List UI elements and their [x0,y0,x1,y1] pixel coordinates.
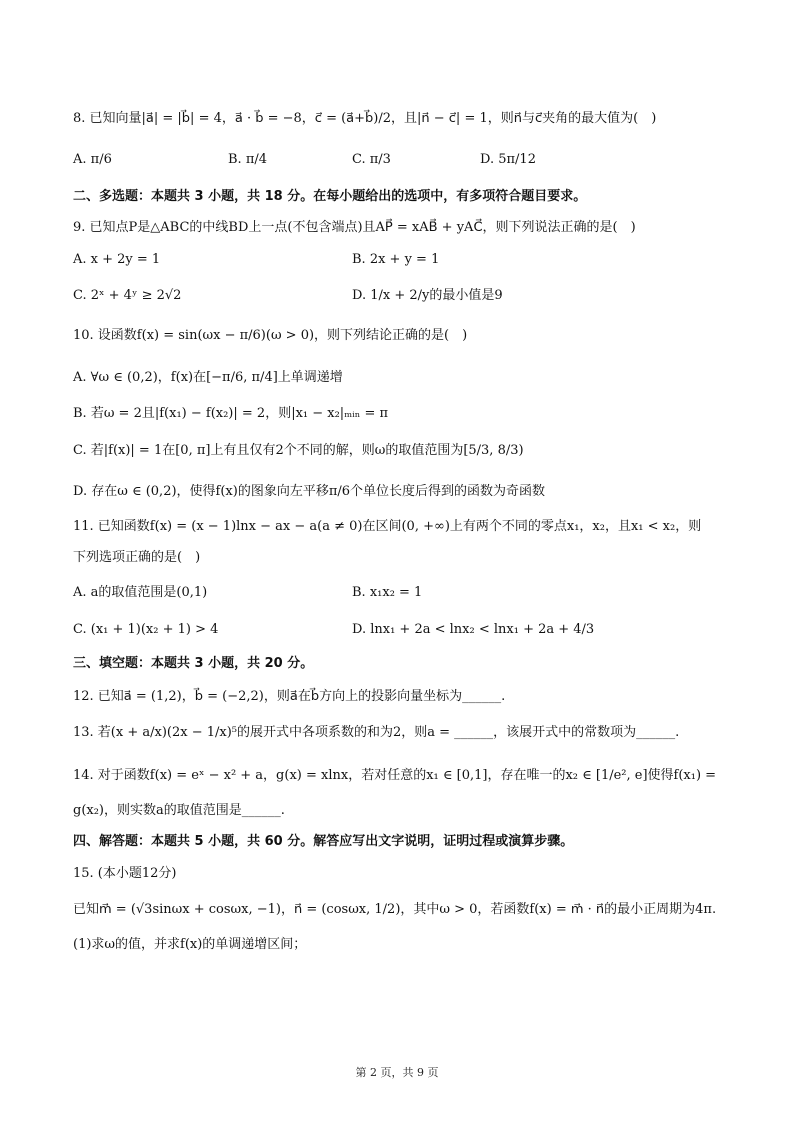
question-11-stem-line1: 11. 已知函数f(x) = (x − 1)lnx − ax − a(a ≠ 0)在区间(0, +∞)上有两个不同的零点x₁，x₂，且x₁ < x₂，则 [73,519,702,534]
q9-option-d: D. 1/x + 2/y的最小值是9 [352,288,503,303]
question-15-stem: 已知m⃗ = (√3sinωx + cosωx, −1)，n⃗ = (cosωx, 1/2)，其中ω > 0，若函数f(x) = m⃗ · n⃗的最小正周期为4π. [73,902,717,917]
question-12: 12. 已知a⃗ = (1,2)，b⃗ = (−2,2)，则a⃗在b⃗方向上的投影向量坐标为______. [73,689,506,704]
question-8-stem: 8. 已知向量|a⃗| = |b⃗| = 4，a⃗ · b⃗ = −8，c⃗ = (a⃗+b⃗)/2，且|n⃗ − c⃗| = 1，则n⃗与c⃗夹角的最大值为( ) [73,111,657,126]
question-9-stem: 9. 已知点P是△ABC的中线BD上一点(不包含端点)且AP⃗ = xAB⃗ + yAC⃗，则下列说法正确的是( ) [73,220,636,235]
q9-option-b: B. 2x + y = 1 [352,252,440,267]
q8-option-d: D. 5π/12 [480,152,536,167]
question-10-stem: 10. 设函数f(x) = sin(ωx − π/6)(ω > 0)，则下列结论正确的是( ) [73,328,468,343]
q11-option-d: D. lnx₁ + 2a < lnx₂ < lnx₁ + 2a + 4/3 [352,622,595,637]
question-11-stem-line2: 下列选项正确的是( ) [73,550,201,565]
q10-option-d: D. 存在ω ∈ (0,2)，使得f(x)的图象向左平移π/6个单位长度后得到的函数为奇函数 [73,484,546,499]
question-13: 13. 若(x + a/x)(2x − 1/x)⁵的展开式中各项系数的和为2，则a = ______，该展开式中的常数项为______. [73,725,680,740]
q11-option-a: A. a的取值范围是(0,1) [73,585,208,600]
q8-option-a: A. π/6 [73,152,112,167]
q10-option-a: A. ∀ω ∈ (0,2)，f(x)在[−π/6, π/4]上单调递增 [73,370,343,385]
q8-option-b: B. π/4 [228,152,268,167]
page-footer: 第 2 页，共 9 页 [355,1066,439,1079]
q11-option-b: B. x₁x₂ = 1 [352,585,423,600]
question-15-part1: (1)求ω的值，并求f(x)的单调递增区间； [73,937,307,952]
section-3-heading: 三、填空题：本题共 3 小题，共 20 分。 [73,656,314,671]
q11-option-c: C. (x₁ + 1)(x₂ + 1) > 4 [73,622,219,637]
q8-option-c: C. π/3 [352,152,391,167]
question-14-line1: 14. 对于函数f(x) = eˣ − x² + a，g(x) = xlnx，若对任意的x₁ ∈ [0,1]，存在唯一的x₂ ∈ [1/e², e]使得f(x₁) = [73,768,717,783]
section-2-heading: 二、多选题：本题共 3 小题，共 18 分。在每小题给出的选项中，有多项符合题目要求。 [73,189,587,204]
section-4-heading: 四、解答题：本题共 5 小题，共 60 分。解答应写出文字说明，证明过程或演算步骤。 [73,834,574,849]
question-15-title: 15. (本小题12分) [73,866,177,881]
question-14-line2: g(x₂)，则实数a的取值范围是______. [73,803,285,818]
q10-option-b: B. 若ω = 2且|f(x₁) − f(x₂)| = 2，则|x₁ − x₂|ₘᵢₙ = π [73,406,389,421]
q9-option-c: C. 2ˣ + 4ʸ ≥ 2√2 [73,288,182,303]
q10-option-c: C. 若|f(x)| = 1在[0, π]上有且仅有2个不同的解，则ω的取值范围为[5/3, 8/3) [73,443,524,458]
q9-option-a: A. x + 2y = 1 [73,252,161,267]
